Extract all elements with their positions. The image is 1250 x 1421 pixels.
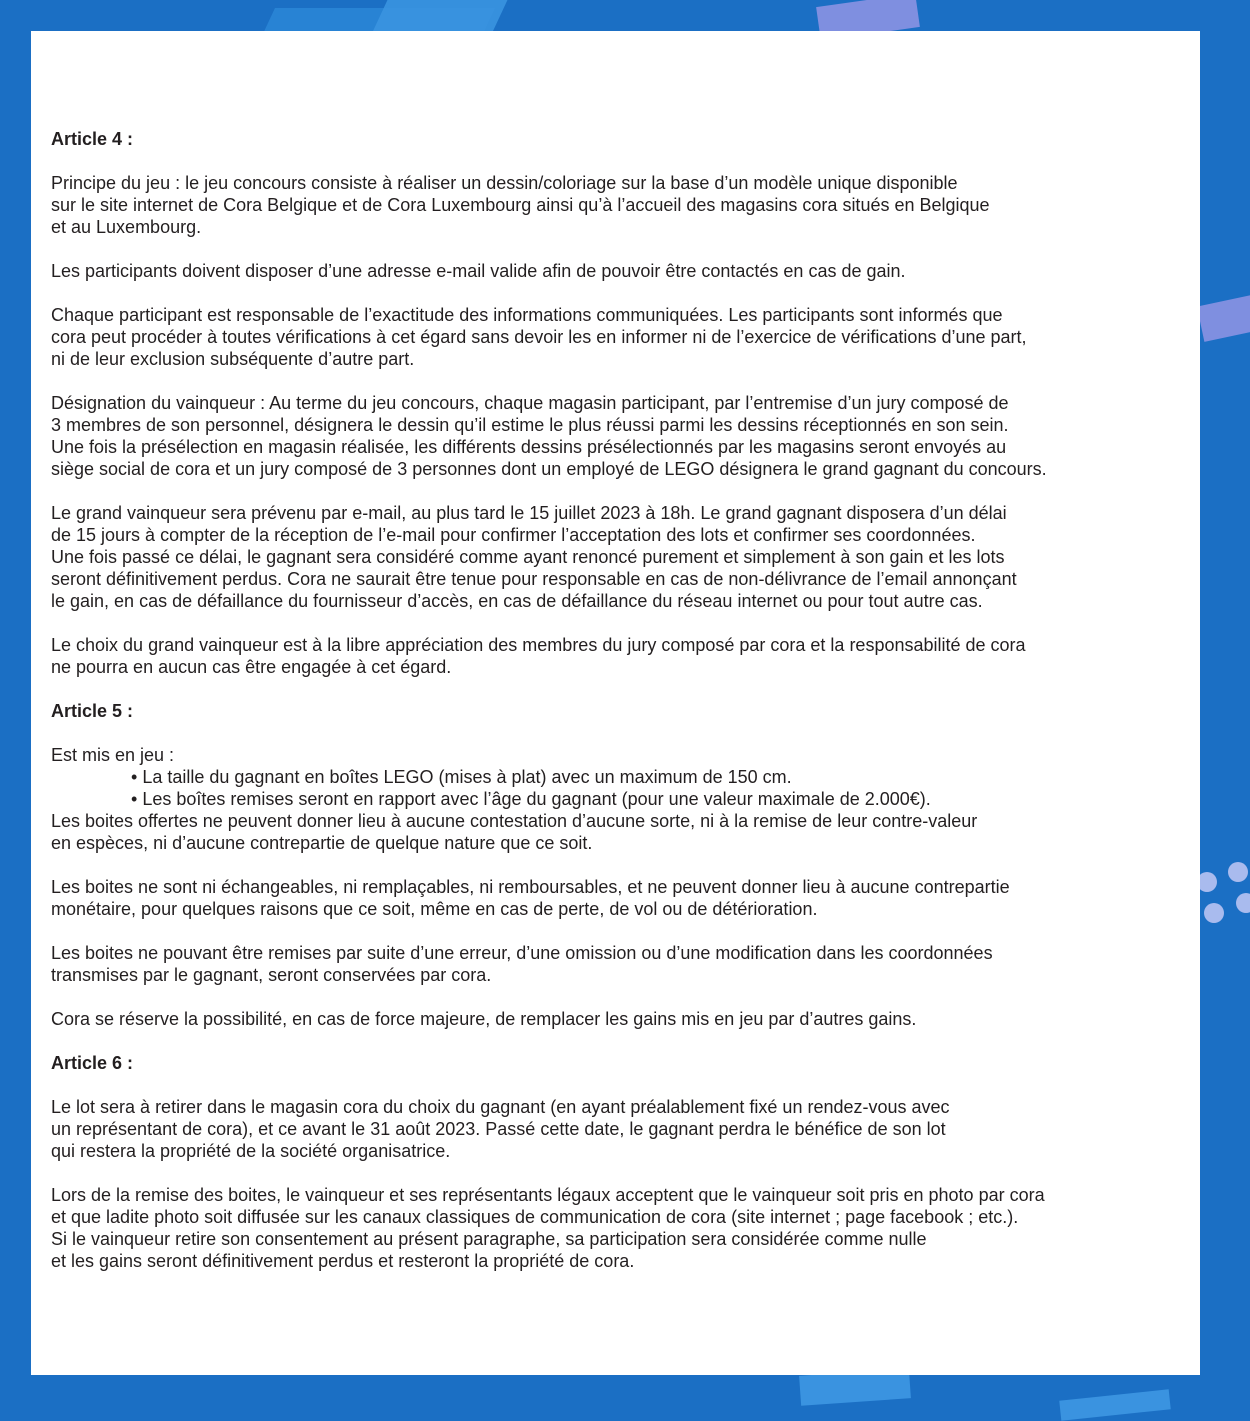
frame-decoration: [1197, 294, 1250, 342]
article-5-paragraph: Cora se réserve la possibilité, en cas de force majeure, de remplacer les gains mis en jeu par d’autres gains.: [51, 1009, 917, 1029]
article-6-paragraph: Lors de la remise des boites, le vainqueur et ses représentants légaux acceptent que le vainqueur soit pris en photo par cora et que ladite photo soit diffusée sur les canaux classiques de communication de cora (site internet ; page facebook ; etc.). Si le vainqueur retire son consentement au présent paragraphe, sa participation sera considérée comme nulle et les gains seront définitivement perdus et resteront la propriété de cora.: [51, 1185, 1045, 1271]
frame-decoration: [373, 0, 508, 32]
decorative-dot: [1236, 893, 1250, 913]
article-4-paragraph: Principe du jeu : le jeu concours consiste à réaliser un dessin/coloriage sur la base d’un modèle unique disponible sur le site internet de Cora Belgique et de Cora Luxembourg ainsi qu’à l’accueil des magasins cora situés en Belgique et au Luxembourg.: [51, 173, 990, 237]
frame-decoration: [1059, 1389, 1170, 1420]
prize-list-item: • La taille du gagnant en boîtes LEGO (mises à plat) avec un maximum de 150 cm.: [51, 766, 1186, 788]
decorative-dot: [1228, 862, 1248, 882]
article-4-paragraph: Le grand vainqueur sera prévenu par e-mail, au plus tard le 15 juillet 2023 à 18h. Le grand gagnant disposera d’un délai de 15 jours à compter de la réception de l’e-mail pour confirmer l’acceptation des lots et confirmer ses coordonnées. Une fois passé ce délai, le gagnant sera considéré comme ayant renoncé purement et simplement à son gain et les lots seront définitivement perdus. Cora ne saurait être tenue pour responsable en cas de non-délivrance de l’email annonçant le gain, en cas de défaillance du fournisseur d’accès, en cas de défaillance du réseau internet ou pour tout autre cas.: [51, 503, 1017, 611]
article-4-paragraph: Les participants doivent disposer d’une adresse e-mail valide afin de pouvoir être contactés en cas de gain.: [51, 261, 906, 281]
article-6-paragraph: Le lot sera à retirer dans le magasin cora du choix du gagnant (en ayant préalablement fixé un rendez-vous avec un représentant de cora), et ce avant le 31 août 2023. Passé cette date, le gagnant perdra le bénéfice de son lot qui restera la propriété de la société organisatrice.: [51, 1097, 950, 1161]
article-5-paragraph: Les boites ne sont ni échangeables, ni remplaçables, ni remboursables, et ne peuvent donner lieu à aucune contrepartie monétaire, pour quelques raisons que ce soit, même en cas de perte, de vol ou de détérioration.: [51, 877, 1010, 919]
decorative-dot: [1204, 903, 1224, 923]
article-5-heading: Article 5 :: [51, 701, 134, 721]
prize-list: [51, 766, 1186, 810]
article-5-paragraph: Les boites offertes ne peuvent donner lieu à aucune contestation d’aucune sorte, ni à la remise de leur contre-valeur en espèces, ni d’aucune contrepartie de quelque nature que ce soit.: [51, 811, 978, 853]
article-4-paragraph: Désignation du vainqueur : Au terme du jeu concours, chaque magasin participant, par l’entremise d’un jury composé de 3 membres de son personnel, désignera le dessin qu’il estime le plus réussi parmi les dessins réceptionnés en son sein. Une fois la présélection en magasin réalisée, les différents dessins présélectionnés par les magasins seront envoyés au siège social de cora et un jury composé de 3 personnes dont un employé de LEGO désignera le grand gagnant du concours.: [51, 393, 1047, 479]
document-page: [31, 31, 1200, 1375]
article-5-intro: Est mis en jeu :: [51, 745, 175, 765]
article-6-heading: Article 6 :: [51, 1053, 134, 1073]
article-4-heading: Article 4 :: [51, 129, 134, 149]
prize-list-item: • Les boîtes remises seront en rapport avec l’âge du gagnant (pour une valeur maximale de 2.000€).: [51, 788, 1186, 810]
article-5-paragraph: Les boites ne pouvant être remises par suite d’une erreur, d’une omission ou d’une modification dans les coordonnées transmises par le gagnant, seront conservées par cora.: [51, 943, 993, 985]
decorative-dot: [1197, 872, 1217, 892]
article-4-paragraph: Le choix du grand vainqueur est à la libre appréciation des membres du jury composé par cora et la responsabilité de cora ne pourra en aucun cas être engagée à cet égard.: [51, 635, 1026, 677]
article-4-paragraph: Chaque participant est responsable de l’exactitude des informations communiquées. Les participants sont informés que cora peut procéder à toutes vérifications à cet égard sans devoir les en informer ni de l’exercice de vérifications d’une part, ni de leur exclusion subséquente d’autre part.: [51, 305, 1027, 369]
document-content: [51, 128, 1186, 1294]
